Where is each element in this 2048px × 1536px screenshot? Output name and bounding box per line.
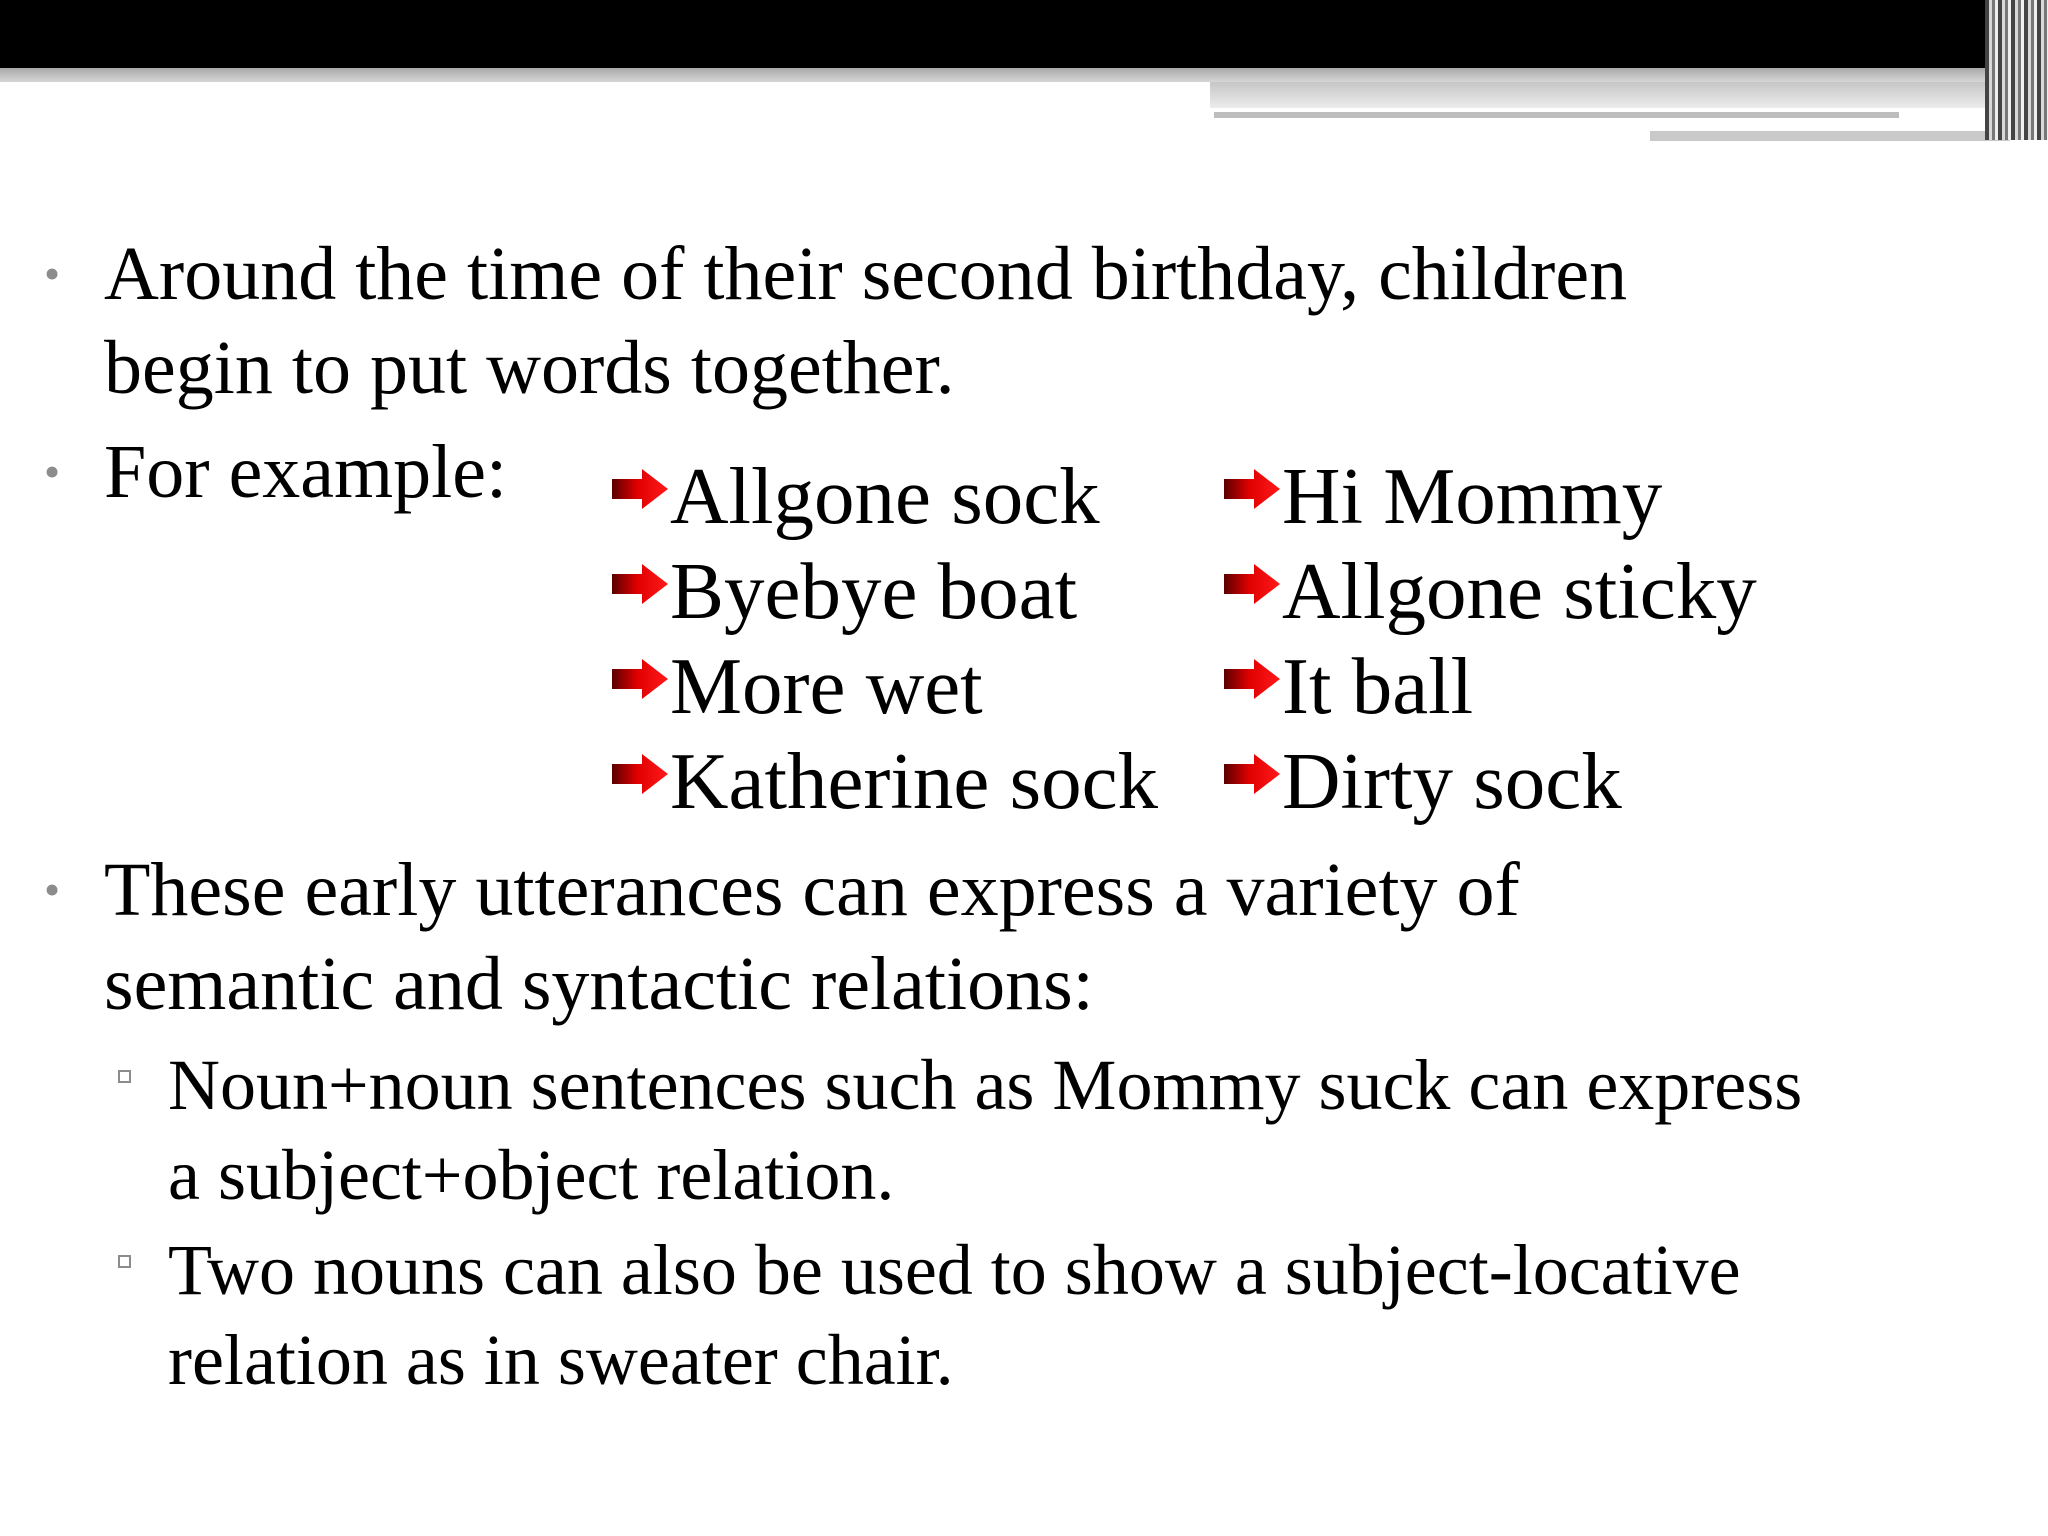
example-item: [1224, 448, 1662, 544]
header-rule-2: [1650, 131, 2010, 141]
bullet-1: [44, 227, 1628, 415]
bullet-1-line-1: Around the time of their second birthday, children: [104, 232, 1628, 316]
bullet-3-line-1: These early utterances can express a variety of: [104, 848, 1520, 932]
sub-bullet-2: [168, 1225, 1741, 1405]
bullet-3-line-2: semantic and syntactic relations:: [104, 942, 1094, 1026]
red-arrow-icon: [1224, 469, 1280, 509]
example-text: More wet: [670, 641, 983, 731]
example-item: [1224, 733, 1622, 829]
bullet-1-line-2: begin to put words together.: [104, 326, 955, 410]
example-item: [612, 638, 983, 734]
red-arrow-icon: [612, 659, 668, 699]
example-item: [1224, 543, 1757, 639]
bullet-3: [44, 843, 1520, 1031]
example-text: Allgone sock: [670, 451, 1100, 541]
header-stripes: [1985, 0, 2048, 140]
header-shadow: [0, 68, 2010, 82]
header-bar: [0, 0, 2048, 68]
example-text: Katherine sock: [670, 736, 1159, 826]
bullet-2-text: For example:: [104, 430, 508, 514]
red-arrow-icon: [612, 469, 668, 509]
sub-bullet-1-line-2: a subject+object relation.: [168, 1135, 895, 1215]
example-text: Dirty sock: [1282, 736, 1622, 826]
square-bullet-icon: [118, 1255, 131, 1268]
bullet-dot-icon: •: [44, 864, 61, 915]
red-arrow-icon: [1224, 754, 1280, 794]
red-arrow-icon: [612, 754, 668, 794]
red-arrow-icon: [612, 564, 668, 604]
header-rule-1: [1214, 112, 1899, 118]
example-text: It ball: [1282, 641, 1474, 731]
header-shadow-accent: [1210, 82, 2010, 108]
red-arrow-icon: [1224, 564, 1280, 604]
example-text: Byebye boat: [670, 546, 1078, 636]
example-item: [612, 733, 1158, 829]
square-bullet-icon: [118, 1070, 131, 1083]
example-text: Hi Mommy: [1282, 451, 1663, 541]
sub-bullet-2-line-1: Two nouns can also be used to show a subject-locative: [168, 1230, 1741, 1310]
sub-bullet-2-line-2: relation as in sweater chair.: [168, 1320, 954, 1400]
example-item: [1224, 638, 1473, 734]
red-arrow-icon: [1224, 659, 1280, 699]
example-item: [612, 543, 1077, 639]
bullet-dot-icon: •: [44, 248, 61, 299]
example-item: [612, 448, 1100, 544]
bullet-dot-icon: •: [44, 446, 61, 497]
sub-bullet-1-line-1: Noun+noun sentences such as Mommy suck can express: [168, 1045, 1803, 1125]
example-text: Allgone sticky: [1282, 546, 1757, 636]
sub-bullet-1: [168, 1040, 1802, 1220]
bullet-2: [44, 425, 508, 519]
